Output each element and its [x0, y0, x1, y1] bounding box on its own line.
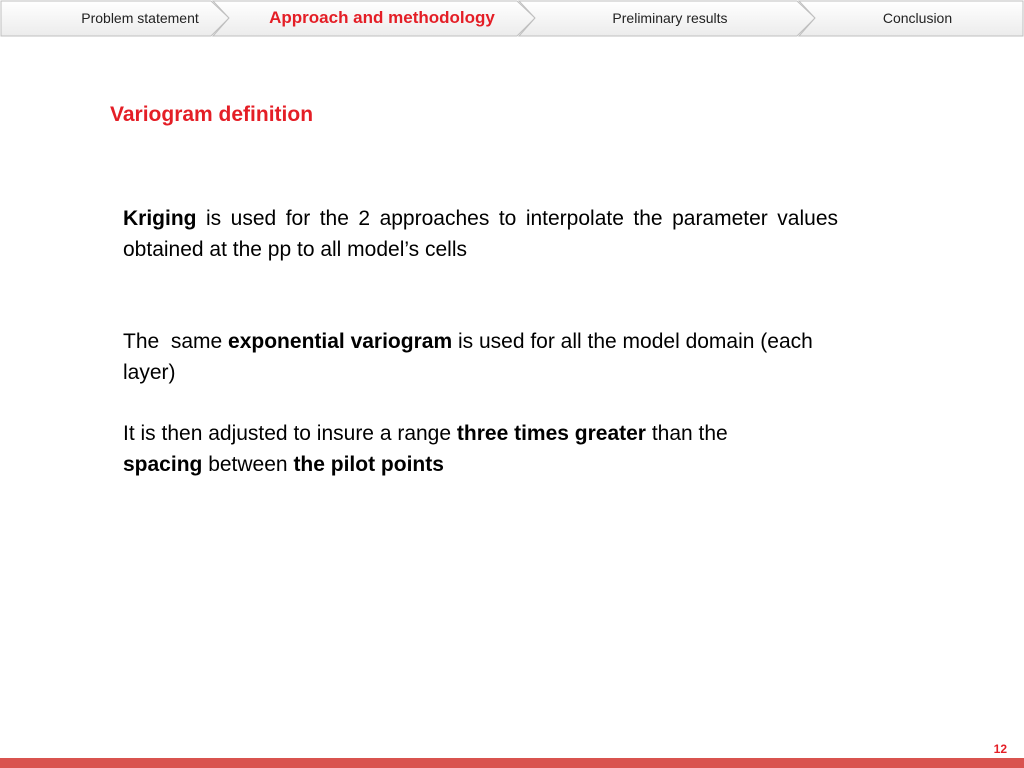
slide-title: Variogram definition: [110, 103, 314, 126]
tab-preliminary-results[interactable]: Preliminary results: [612, 10, 728, 26]
footer-bar: [0, 758, 1024, 768]
range-connector-1: than the: [645, 422, 728, 445]
tab-conclusion[interactable]: Conclusion: [882, 10, 953, 26]
pilot-points-term: the pilot points: [293, 453, 444, 476]
variogram-description: is used for all the model domain (each layer): [123, 330, 819, 384]
tab-approach-and-methodology[interactable]: Approach and methodology: [269, 8, 495, 27]
variogram-intro: The same: [123, 330, 229, 353]
range-connector-2: between: [202, 453, 294, 476]
paragraph-kriging: [123, 203, 838, 265]
kriging-term: Kriging: [123, 207, 197, 230]
three-times-greater-term: three times greater: [456, 422, 646, 445]
kriging-description: is used for the 2 approaches to interpolate the parameter values obtained at the pp to all model’s cells: [123, 207, 838, 261]
tab-problem-statement[interactable]: Problem statement: [81, 10, 199, 26]
exponential-variogram-term: exponential variogram: [228, 330, 453, 353]
page-number: 12: [993, 742, 1007, 756]
paragraph-variogram: [123, 326, 843, 388]
paragraph-range: [123, 418, 843, 480]
section-navigation: [0, 0, 1024, 38]
range-intro: It is then adjusted to insure a range: [123, 422, 457, 445]
spacing-term: spacing: [123, 453, 203, 476]
